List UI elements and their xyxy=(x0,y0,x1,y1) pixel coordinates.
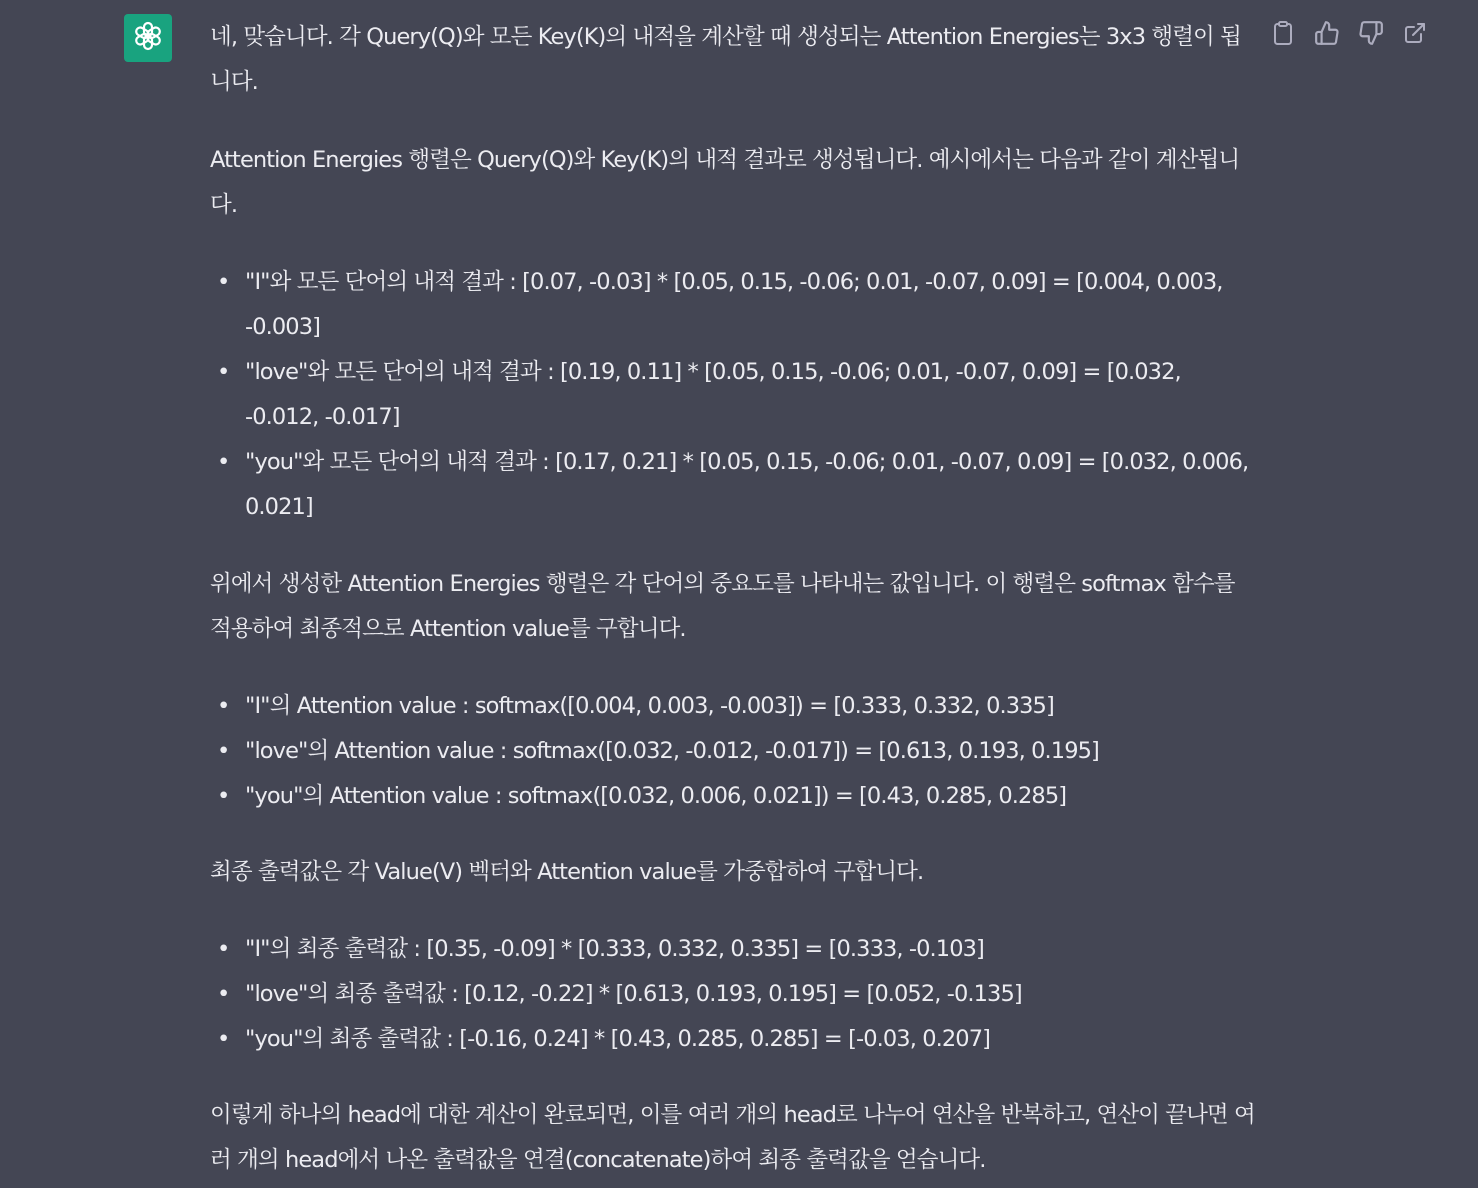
bullet: • xyxy=(217,981,230,1007)
list-item xyxy=(210,1017,1255,1062)
list-item-text: "I"의 최종 출력값 : [0.35, -0.09] * [0.333, 0.332, 0.335] = [0.333, -0.103] xyxy=(245,936,984,962)
message-content xyxy=(210,15,1255,1183)
bullet: • xyxy=(217,449,230,475)
list-item-text: "love"의 Attention value : softmax([0.032, -0.012, -0.017]) = [0.613, 0.193, 0.195] xyxy=(245,738,1099,764)
list-item xyxy=(210,350,1255,440)
list-item-text: "I"의 Attention value : softmax([0.004, 0.003, -0.003]) = [0.333, 0.332, 0.335] xyxy=(245,693,1054,719)
openai-logo-icon xyxy=(132,20,164,56)
output-intro-paragraph: 최종 출력값은 각 Value(V) 벡터와 Attention value를 가중합하여 구합니다. xyxy=(210,859,924,885)
bullet: • xyxy=(217,783,230,809)
list-item-text: "you"의 최종 출력값 : [-0.16, 0.24] * [0.43, 0.285, 0.285] = [-0.03, 0.207] xyxy=(245,1026,991,1052)
list-item-text: "I"와 모든 단어의 내적 결과 : [0.07, -0.03] * [0.05, 0.15, -0.06; 0.01, -0.07, 0.09] = [0.004, 0.003, -0.003] xyxy=(245,269,1223,340)
list-item xyxy=(210,440,1255,530)
intro-paragraph: 네, 맞습니다. 각 Query(Q)와 모든 Key(K)의 내적을 계산할 때 생성되는 Attention Energies는 3x3 행렬이 됩니다. xyxy=(210,24,1241,95)
list-item xyxy=(210,729,1255,774)
bullet: • xyxy=(217,936,230,962)
energies-intro-paragraph: Attention Energies 행렬은 Query(Q)와 Key(K)의 내적 결과로 생성됩니다. 예시에서는 다음과 같이 계산됩니다. xyxy=(210,147,1240,218)
share-button[interactable] xyxy=(1402,18,1428,48)
clipboard-icon xyxy=(1272,20,1294,46)
list-item xyxy=(210,927,1255,972)
conclusion-paragraph: 이렇게 하나의 head에 대한 계산이 완료되면, 이를 여러 개의 head로 나누어 연산을 반복하고, 연산이 끝나면 여러 개의 head에서 나온 출력값을 연결(concatenate)하여 최종 출력값을 얻습니다. xyxy=(210,1102,1255,1173)
bullet: • xyxy=(217,1026,230,1052)
list-item xyxy=(210,972,1255,1017)
message-actions xyxy=(1270,18,1428,48)
list-item-text: "you"의 Attention value : softmax([0.032, 0.006, 0.021]) = [0.43, 0.285, 0.285] xyxy=(245,783,1067,809)
avatar xyxy=(124,14,172,62)
thumbs-up-icon xyxy=(1314,20,1340,46)
energies-list xyxy=(210,260,1255,530)
softmax-intro-paragraph: 위에서 생성한 Attention Energies 행렬은 각 단어의 중요도를 나타내는 값입니다. 이 행렬은 softmax 함수를 적용하여 최종적으로 Attention value를 구합니다. xyxy=(210,571,1235,642)
output-list xyxy=(210,927,1255,1062)
thumbs-down-icon xyxy=(1358,20,1384,46)
softmax-list xyxy=(210,684,1255,819)
dislike-button[interactable] xyxy=(1358,18,1384,48)
bullet: • xyxy=(217,359,230,385)
list-item-text: "you"와 모든 단어의 내적 결과 : [0.17, 0.21] * [0.05, 0.15, -0.06; 0.01, -0.07, 0.09] = [0.032, 0.006, 0.021] xyxy=(245,449,1249,520)
bullet: • xyxy=(217,269,230,295)
list-item xyxy=(210,260,1255,350)
bullet: • xyxy=(217,693,230,719)
external-link-icon xyxy=(1403,21,1427,45)
copy-button[interactable] xyxy=(1270,18,1296,48)
like-button[interactable] xyxy=(1314,18,1340,48)
list-item-text: "love"의 최종 출력값 : [0.12, -0.22] * [0.613, 0.193, 0.195] = [0.052, -0.135] xyxy=(245,981,1022,1007)
list-item xyxy=(210,774,1255,819)
list-item xyxy=(210,684,1255,729)
list-item-text: "love"와 모든 단어의 내적 결과 : [0.19, 0.11] * [0.05, 0.15, -0.06; 0.01, -0.07, 0.09] = [0.032, -0.012, -0.017] xyxy=(245,359,1181,430)
bullet: • xyxy=(217,738,230,764)
